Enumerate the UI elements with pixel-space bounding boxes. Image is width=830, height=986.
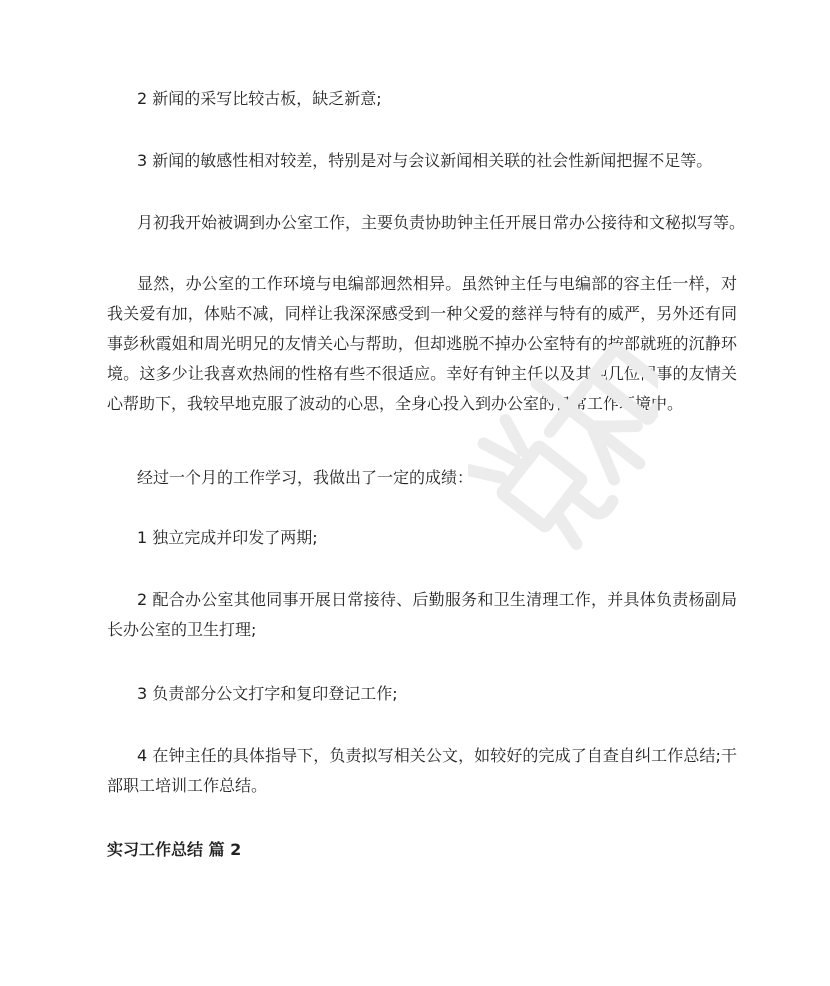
paragraph-8: 3 负责部分公文打字和复印登记工作; bbox=[137, 684, 398, 703]
paragraph-9: 4 在钟主任的具体指导下，负责拟写相关公文，如较好的完成了自查自纠工作总结;干部职工培训工作总结。 bbox=[107, 746, 737, 795]
paragraph-1: 2 新闻的采写比较古板，缺乏新意; bbox=[137, 89, 382, 108]
section-heading: 实习工作总结 篇 2 bbox=[107, 840, 242, 859]
paragraph-6: 1 独立完成并印发了两期; bbox=[137, 528, 318, 547]
paragraph-3: 月初我开始被调到办公室工作，主要负责协助钟主任开展日常办公接待和文秘拟写等。 bbox=[137, 213, 746, 232]
paragraph-7: 2 配合办公室其他同事开展日常接待、后勤服务和卫生清理工作，并具体负责杨副局长办公室的卫生打理; bbox=[107, 590, 737, 639]
paragraph-2: 3 新闻的敏感性相对较差，特别是对与会议新闻相关联的社会性新闻把握不足等。 bbox=[137, 151, 713, 170]
paragraph-5: 经过一个月的工作学习，我做出了一定的成绩： bbox=[137, 468, 474, 487]
paragraph-4: 显然，办公室的工作环境与电编部迥然相异。虽然钟主任与电编部的容主任一样，对我关爱有加，体贴不减，同样让我深深感受到一种父爱的慈祥与特有的威严，另外还有同事彭秋霞姐和周光明兄的友情关心与帮助，但却逃脱不掉办公室特有的按部就班的沉静环境。这多少让我喜欢热闹的性格有些不很适应。幸好有钟主任以及其他几位同事的友情关心帮助下，我较早地克服了波动的心思，全身心投入到办公室的日常工作环境中。 bbox=[107, 274, 737, 413]
